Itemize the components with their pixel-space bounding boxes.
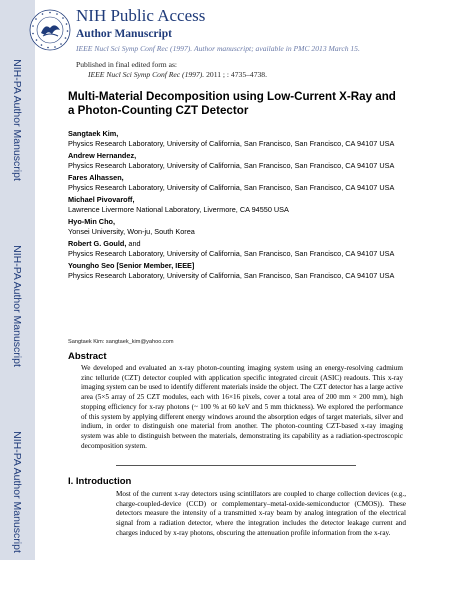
header-title: NIH Public Access <box>76 6 206 25</box>
header-citation: IEEE Nucl Sci Symp Conf Rec (1997). Author manuscript; available in PMC 2013 March 15. <box>76 44 360 53</box>
abstract-heading: Abstract <box>68 351 107 362</box>
author-name: Sangtaek Kim, <box>68 129 119 138</box>
author-affiliation: Physics Research Laboratory, University of California, San Francisco, San Francisco, CA 94107 USA <box>68 138 395 148</box>
author-entry <box>68 129 428 148</box>
author-name: Hyo-Min Cho, <box>68 217 116 226</box>
hhs-seal-icon <box>28 8 72 52</box>
sidebar-label: NIH-PA Author Manuscript <box>11 59 23 181</box>
published-journal: IEEE Nucl Sci Symp Conf Rec (1997). <box>88 70 205 79</box>
header-subtitle: Author Manuscript <box>76 28 172 40</box>
author-entry <box>68 217 428 236</box>
author-suffix: and <box>126 239 141 248</box>
corresponding-email: Sangtaek Kim: sangtaek_kim@yahoo.com <box>68 339 174 345</box>
paper-title: Multi-Material Decomposition using Low-Current X-Ray and a Photon-Counting CZT Detector <box>68 90 396 117</box>
author-name: Robert G. Gould, <box>68 239 127 248</box>
introduction-heading: I. Introduction <box>68 476 132 487</box>
sidebar-label: NIH-PA Author Manuscript <box>11 431 23 553</box>
introduction-text: Most of the current x-ray detectors using scintillators are coupled to charge collection devices (e.g., charge-coupled-device (CCD) or complementary–metal-oxide-semiconductor (CMOS)). These detectors measure the intensity of a transmitted x-ray beam by analog integration of the electrical signal from a radiation detector, where the integration includes the detector leakage current and charges induced by x-ray photons, obscuring the attenuation profile information from the x-ray. <box>116 490 406 537</box>
author-name: Youngho Seo [Senior Member, IEEE] <box>68 261 195 270</box>
section-divider <box>116 465 356 466</box>
author-entry <box>68 239 428 258</box>
author-list <box>68 129 428 283</box>
author-name: Michael Pivovaroff, <box>68 195 135 204</box>
author-affiliation: Physics Research Laboratory, University of California, San Francisco, San Francisco, CA 94107 USA <box>68 270 395 280</box>
author-affiliation: Physics Research Laboratory, University of California, San Francisco, San Francisco, CA 94107 USA <box>68 160 395 170</box>
left-sidebar <box>0 0 35 560</box>
author-entry <box>68 261 428 280</box>
author-entry <box>68 173 428 192</box>
published-details: 2011 ; : 4735–4738. <box>206 70 268 79</box>
published-line: Published in final edited form as: <box>76 60 178 69</box>
sidebar-label: NIH-PA Author Manuscript <box>11 245 23 367</box>
author-entry <box>68 195 428 214</box>
published-citation <box>88 70 267 79</box>
author-affiliation: Physics Research Laboratory, University of California, San Francisco, San Francisco, CA 94107 USA <box>68 182 395 192</box>
abstract-text: We developed and evaluated an x-ray photon-counting imaging system using an energy-resolving cadmium zinc telluride (CZT) detector coupled with application specific integrated circuit (ASIC) readouts. This x-ray imaging system can be used to identify different materials inside the object. The CZT detector has a large active area (5×5 array of 25 CZT modules, each with 16×16 pixels, cover a total area of 200 mm × 200 mm), high stopping efficiency for x-ray photons (~ 100 % at 60 keV and 5 mm thickness). We explored the performance of this system by applying different energy windows around the absorption edges of target materials, silver and indium, in order to distinguish one material from another. The photon-counting CZT-based x-ray imaging system was able to distinguish between the materials, demonstrating its capability as a radiation-spectroscopic decomposition system. <box>81 364 403 450</box>
author-affiliation: Lawrence Livermore National Laboratory, Livermore, CA 94550 USA <box>68 204 289 214</box>
author-name: Fares Alhassen, <box>68 173 124 182</box>
author-entry <box>68 151 428 170</box>
author-affiliation: Yonsei University, Won-ju, South Korea <box>68 226 195 236</box>
author-affiliation: Physics Research Laboratory, University of California, San Francisco, San Francisco, CA 94107 USA <box>68 248 395 258</box>
author-name: Andrew Hernandez, <box>68 151 137 160</box>
